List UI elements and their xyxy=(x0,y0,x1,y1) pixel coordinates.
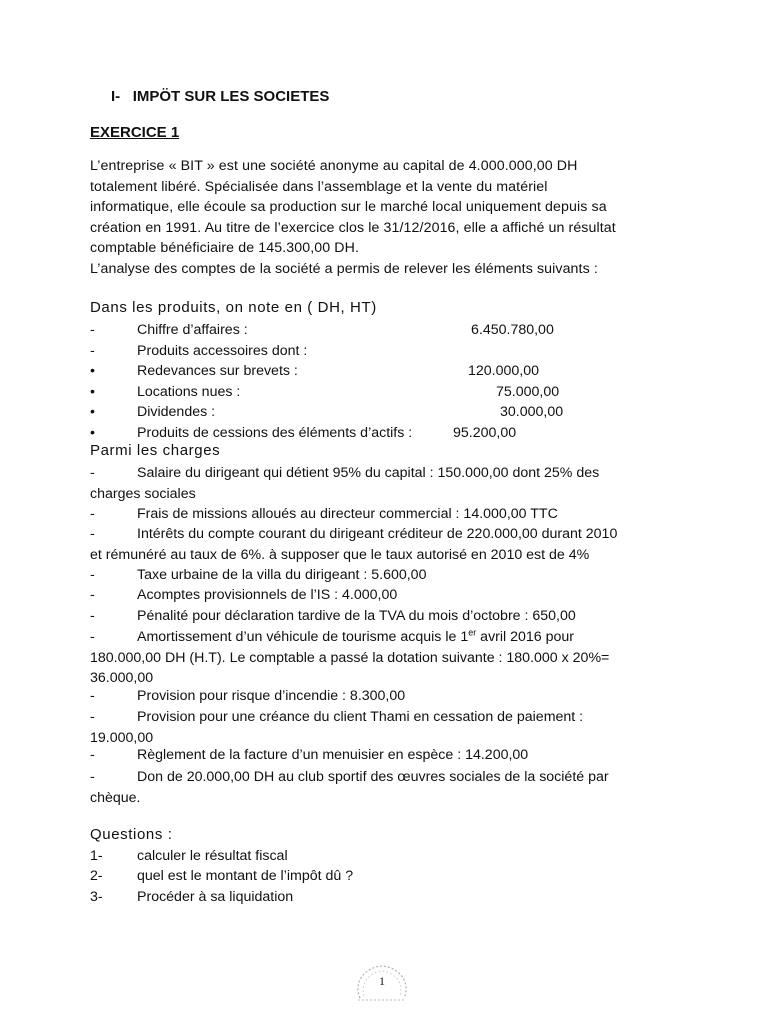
intro-line: totalement libéré. Spécialisée dans l’assemblage et la vente du matériel xyxy=(90,178,548,195)
produit-label: Redevances sur brevets : xyxy=(137,363,298,379)
question-item xyxy=(90,868,353,884)
charge-text: 36.000,00 xyxy=(90,670,154,687)
exercise-title: EXERCICE 1 xyxy=(90,124,180,141)
intro-line: L’entreprise « BIT » est une société anonyme au capital de 4.000.000,00 DH xyxy=(90,158,578,174)
charge-item xyxy=(90,686,678,707)
charge-text: Frais de missions alloués au directeur commercial : 14.000,00 TTC xyxy=(137,506,558,522)
charges-heading: Parmi les charges xyxy=(90,442,221,459)
charge-text: Provision pour une créance du client Thami en cessation de paiement : xyxy=(137,709,584,725)
dash-marker: - xyxy=(90,526,95,542)
question-number: 1- xyxy=(90,848,103,864)
charge-item xyxy=(90,504,678,525)
produit-value: 30.000,00 xyxy=(500,404,564,420)
produit-label: Chiffre d’affaires : xyxy=(137,322,248,338)
produit-label: Locations nues : xyxy=(137,384,241,400)
charge-text: Amortissement d’un véhicule de tourisme acquis le 1 xyxy=(137,629,469,645)
page-number-badge xyxy=(352,960,412,1008)
dash-marker: - xyxy=(90,343,95,359)
bullet-marker: • xyxy=(90,425,95,441)
question-item xyxy=(90,848,288,864)
dash-marker: - xyxy=(90,506,95,522)
question-number: 3- xyxy=(90,889,103,905)
charge-text: Provision pour risque d’incendie : 8.300,00 xyxy=(137,688,406,704)
questions-heading: Questions : xyxy=(90,826,173,843)
charge-text: 19.000,00 xyxy=(90,729,154,746)
intro-line: comptable bénéficiaire de 145.300,00 DH. xyxy=(90,240,360,257)
question-text: calculer le résultat fiscal xyxy=(137,848,288,864)
intro-paragraph xyxy=(90,156,675,280)
dash-marker: - xyxy=(90,747,95,763)
dash-marker: - xyxy=(90,322,95,338)
intro-line: informatique, elle écoule sa production sur le marché local uniquement depuis sa xyxy=(90,199,607,216)
charge-text: Règlement de la facture d’un menuisier en espèce : 14.200,00 xyxy=(137,747,529,763)
charge-item xyxy=(90,767,678,808)
question-text: Procéder à sa liquidation xyxy=(137,889,294,905)
page-number: 1 xyxy=(379,974,385,988)
produit-value: 75.000,00 xyxy=(496,384,560,400)
produits-heading: Dans les produits, on note en ( DH, HT) xyxy=(90,299,377,316)
dash-marker: - xyxy=(90,769,95,785)
intro-line: L’analyse des comptes de la société a permis de relever les éléments suivants : xyxy=(90,260,598,277)
section-number: I- xyxy=(111,88,121,105)
charge-item xyxy=(90,606,678,627)
bullet-marker: • xyxy=(90,404,95,420)
dash-marker: - xyxy=(90,587,95,603)
produit-label: Dividendes : xyxy=(137,404,216,420)
produit-value: 6.450.780,00 xyxy=(471,322,554,338)
question-item xyxy=(90,889,293,905)
charge-text: Don de 20.000,00 DH au club sportif des œuvres sociales de la société par xyxy=(137,769,609,785)
superscript: er xyxy=(468,627,477,638)
question-text: quel est le montant de l’impôt dû ? xyxy=(137,868,354,884)
charge-text: et rémunéré au taux de 6%. à supposer que le taux autorisé en 2010 est de 4% xyxy=(90,546,590,563)
section-heading xyxy=(111,88,329,105)
charge-text: Acomptes provisionnels de l’IS : 4.000,00 xyxy=(137,587,398,603)
dash-marker: - xyxy=(90,688,95,704)
charge-text: Intérêts du compte courant du dirigeant créditeur de 220.000,00 durant 2010 xyxy=(137,526,618,542)
question-number: 2- xyxy=(90,868,103,884)
charge-text: avril 2016 pour xyxy=(476,629,575,645)
charge-item xyxy=(90,524,678,565)
dash-marker: - xyxy=(90,567,95,583)
produit-value: 120.000,00 xyxy=(468,363,540,379)
charge-text: charges sociales xyxy=(90,485,196,502)
dash-marker: - xyxy=(90,465,95,481)
dash-marker: - xyxy=(90,629,95,645)
bullet-marker: • xyxy=(90,384,95,400)
dash-marker: - xyxy=(90,608,95,624)
charge-item xyxy=(90,745,678,766)
charge-text: chèque. xyxy=(90,789,141,806)
charge-item xyxy=(90,463,678,504)
produit-label: Produits de cessions des éléments d’actifs : xyxy=(137,425,413,441)
section-title: IMPÖT SUR LES SOCIETES xyxy=(132,88,330,105)
charge-text: 180.000,00 DH (H.T). Le comptable a passé la dotation suivante : 180.000 x 20%= xyxy=(90,649,610,666)
produit-value: 95.200,00 xyxy=(453,425,517,441)
produit-label: Produits accessoires dont : xyxy=(137,343,308,359)
bullet-marker: • xyxy=(90,363,95,379)
charge-text: Salaire du dirigeant qui détient 95% du capital : 150.000,00 dont 25% des xyxy=(137,465,600,481)
charge-item xyxy=(90,707,678,748)
charge-text: Taxe urbaine de la villa du dirigeant : 5.600,00 xyxy=(137,567,427,583)
charge-item xyxy=(90,585,678,606)
charge-text: Pénalité pour déclaration tardive de la TVA du mois d’octobre : 650,00 xyxy=(137,608,576,624)
charge-item xyxy=(90,565,678,586)
intro-line: création en 1991. Au titre de l’exercice clos le 31/12/2016, elle a affiché un résultat xyxy=(90,219,616,236)
dash-marker: - xyxy=(90,709,95,725)
charge-item xyxy=(90,627,678,689)
